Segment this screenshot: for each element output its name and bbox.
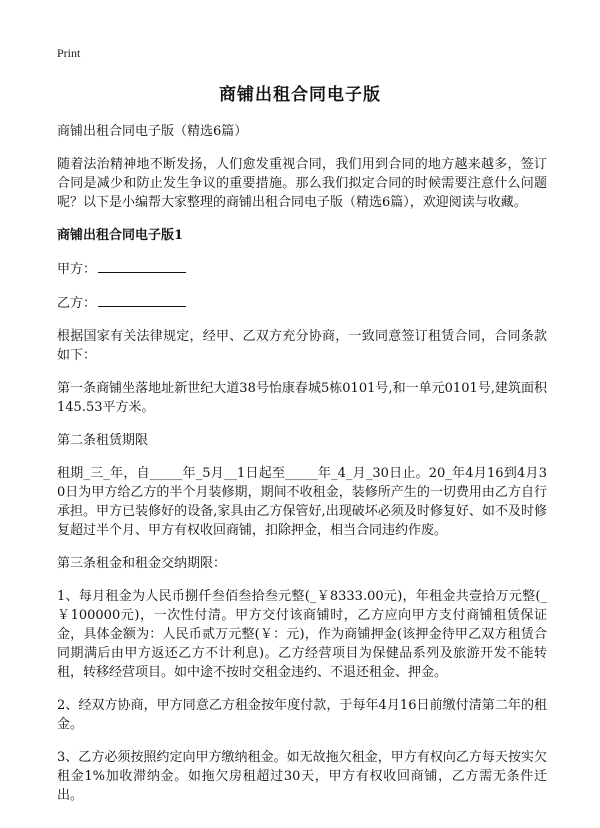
section-heading: 商铺出租合同电子版1 <box>57 228 184 243</box>
party-a-field <box>57 259 547 279</box>
clause-3-item-3: 3、乙方必须按照约定向甲方缴纳租金。如无故拖欠租金，甲方有权向乙方每天按实欠租金1%加收滞纳金。如拖欠房租超过30天，甲方有权收回商铺，乙方需无条件迁出。 <box>57 750 547 803</box>
document-body <box>57 122 547 819</box>
print-label[interactable]: Print <box>57 46 81 60</box>
party-a-label: 甲方： <box>57 262 97 277</box>
party-a-blank <box>98 259 186 273</box>
clause-3-item-1: 1、每月租金为人民币捌仟叁佰叁拾叁元整(_￥8333.00元)，年租金共壹拾万元整(_￥100000元)，一次性付清。甲方交付该商铺时，乙方应向甲方支付商铺租赁保证金，具体金额为：人民币贰万元整(￥：元)，作为商铺押金(该押金待甲乙双方租赁合同期满后由甲方返还乙方不计利息)。乙方经营项目为保健品系列及旅游开发不能转租，转移经营项目。如中途不按时交租金违约、不退还租金、押金。 <box>57 589 547 680</box>
party-b-blank <box>98 293 186 307</box>
intro-paragraph: 随着法治精神地不断发扬，人们愈发重视合同，我们用到合同的地方越来越多，签订合同是减少和防止发生争议的重要措施。那么我们拟定合同的时候需要注意什么问题呢？以下是小编帮大家整理的商铺出租合同电子版（精选6篇），欢迎阅读与收藏。 <box>57 157 547 210</box>
clause-2-heading: 第二条租赁期限 <box>57 433 149 448</box>
basis-paragraph: 根据国家有关法律规定，经甲、乙双方充分协商，一致同意签订租赁合同，合同条款如下： <box>57 329 547 363</box>
clause-3-item-2: 2、经双方协商，甲方同意乙方租金按年度付款，于每年4月16日前缴付清第二年的租金。 <box>57 698 547 732</box>
clause-2-paragraph: 租期_三_年，自_____年_5月__1日起至_____年_4_月_30日止。20_年4月16到4月30日为甲方给乙方的半个月装修期，期间不收租金，装修所产生的一切费用由乙方自行承担。甲方已装修好的设备,家具由乙方保管好,出现破坏必须及时修复好、如不及时修复超过半个月、甲方有权收回商铺，扣除押金，相当合同违约作废。 <box>57 466 547 538</box>
clause-3-heading: 第三条租金和租金交纳期限： <box>57 556 227 571</box>
party-b-label: 乙方： <box>57 296 97 311</box>
party-b-field <box>57 293 547 313</box>
clause-1-paragraph: 第一条商铺坐落地址新世纪大道38号怡康春城5栋0101号,和一单元0101号,建筑面积145.53平方米。 <box>57 381 547 415</box>
document-subtitle: 商铺出租合同电子版（精选6篇） <box>57 124 248 139</box>
document-title: 商铺出租合同电子版 <box>219 85 381 105</box>
